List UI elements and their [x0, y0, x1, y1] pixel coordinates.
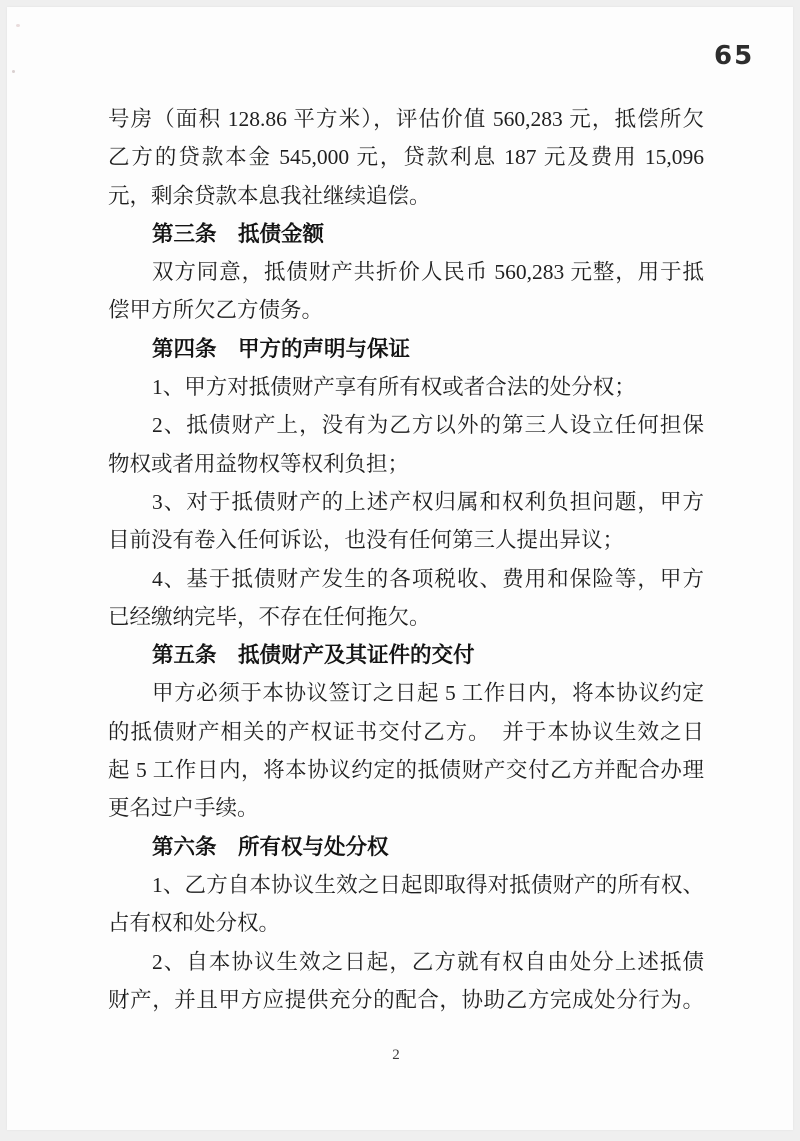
- document-line: 占有权和处分权。: [108, 911, 281, 936]
- document-line: 甲方必须于本协议签订之日起 5 工作日内，将本协议约定: [152, 681, 704, 706]
- document-line: 目前没有卷入任何诉讼，也没有任何第三人提出异议；: [108, 528, 625, 553]
- document-line: 已经缴纳完毕，不存在任何拖欠。: [108, 604, 431, 629]
- document-line: 物权或者用益物权等权利负担；: [108, 451, 410, 476]
- document-line: 财产，并且甲方应提供充分的配合，协助乙方完成处分行为。: [108, 987, 704, 1012]
- section-heading: 第六条 所有权与处分权: [152, 834, 389, 859]
- document-line: 1、乙方自本协议生效之日起即取得对抵债财产的所有权、: [152, 872, 704, 897]
- section-heading: 第三条 抵债金额: [152, 221, 325, 246]
- page-number: 2: [392, 1047, 400, 1063]
- document-line: 偿甲方所欠乙方债务。: [108, 298, 324, 323]
- document-line: 1、甲方对抵债财产享有所有权或者合法的处分权；: [152, 375, 636, 400]
- document-line: 4、基于抵债财产发生的各项税收、费用和保险等，甲方: [152, 566, 704, 591]
- document-line: 2、抵债财产上，没有为乙方以外的第三人设立任何担保: [152, 413, 704, 438]
- scan-speck: [16, 24, 20, 27]
- document-line: 元，剩余贷款本息我社继续追偿。: [108, 183, 431, 208]
- document-body: [108, 100, 704, 1019]
- document-line: 乙方的贷款本金 545,000 元，贷款利息 187 元及费用 15,096: [108, 145, 704, 170]
- section-heading: 第五条 抵债财产及其证件的交付: [152, 643, 475, 668]
- section-heading: 第四条 甲方的声明与保证: [152, 336, 411, 361]
- document-line: 3、对于抵债财产的上述产权归属和权利负担问题，甲方: [152, 489, 704, 514]
- document-line: 双方同意，抵债财产共折价人民币 560,283 元整，用于抵: [152, 260, 704, 285]
- document-line: 起 5 工作日内，将本协议约定的抵债财产交付乙方并配合办理: [108, 758, 704, 783]
- scan-speck: [12, 70, 15, 73]
- document-line: 更名过户手续。: [108, 796, 259, 821]
- document-line: 2、自本协议生效之日起，乙方就有权自由处分上述抵债: [152, 949, 704, 974]
- sheet-number: 65: [714, 41, 755, 71]
- paper-sheet: [7, 7, 793, 1130]
- document-line: 号房（面积 128.86 平方米），评估价值 560,283 元，抵偿所欠: [108, 107, 704, 131]
- document-line: 的抵债财产相关的产权证书交付乙方。 并于本协议生效之日: [108, 719, 704, 744]
